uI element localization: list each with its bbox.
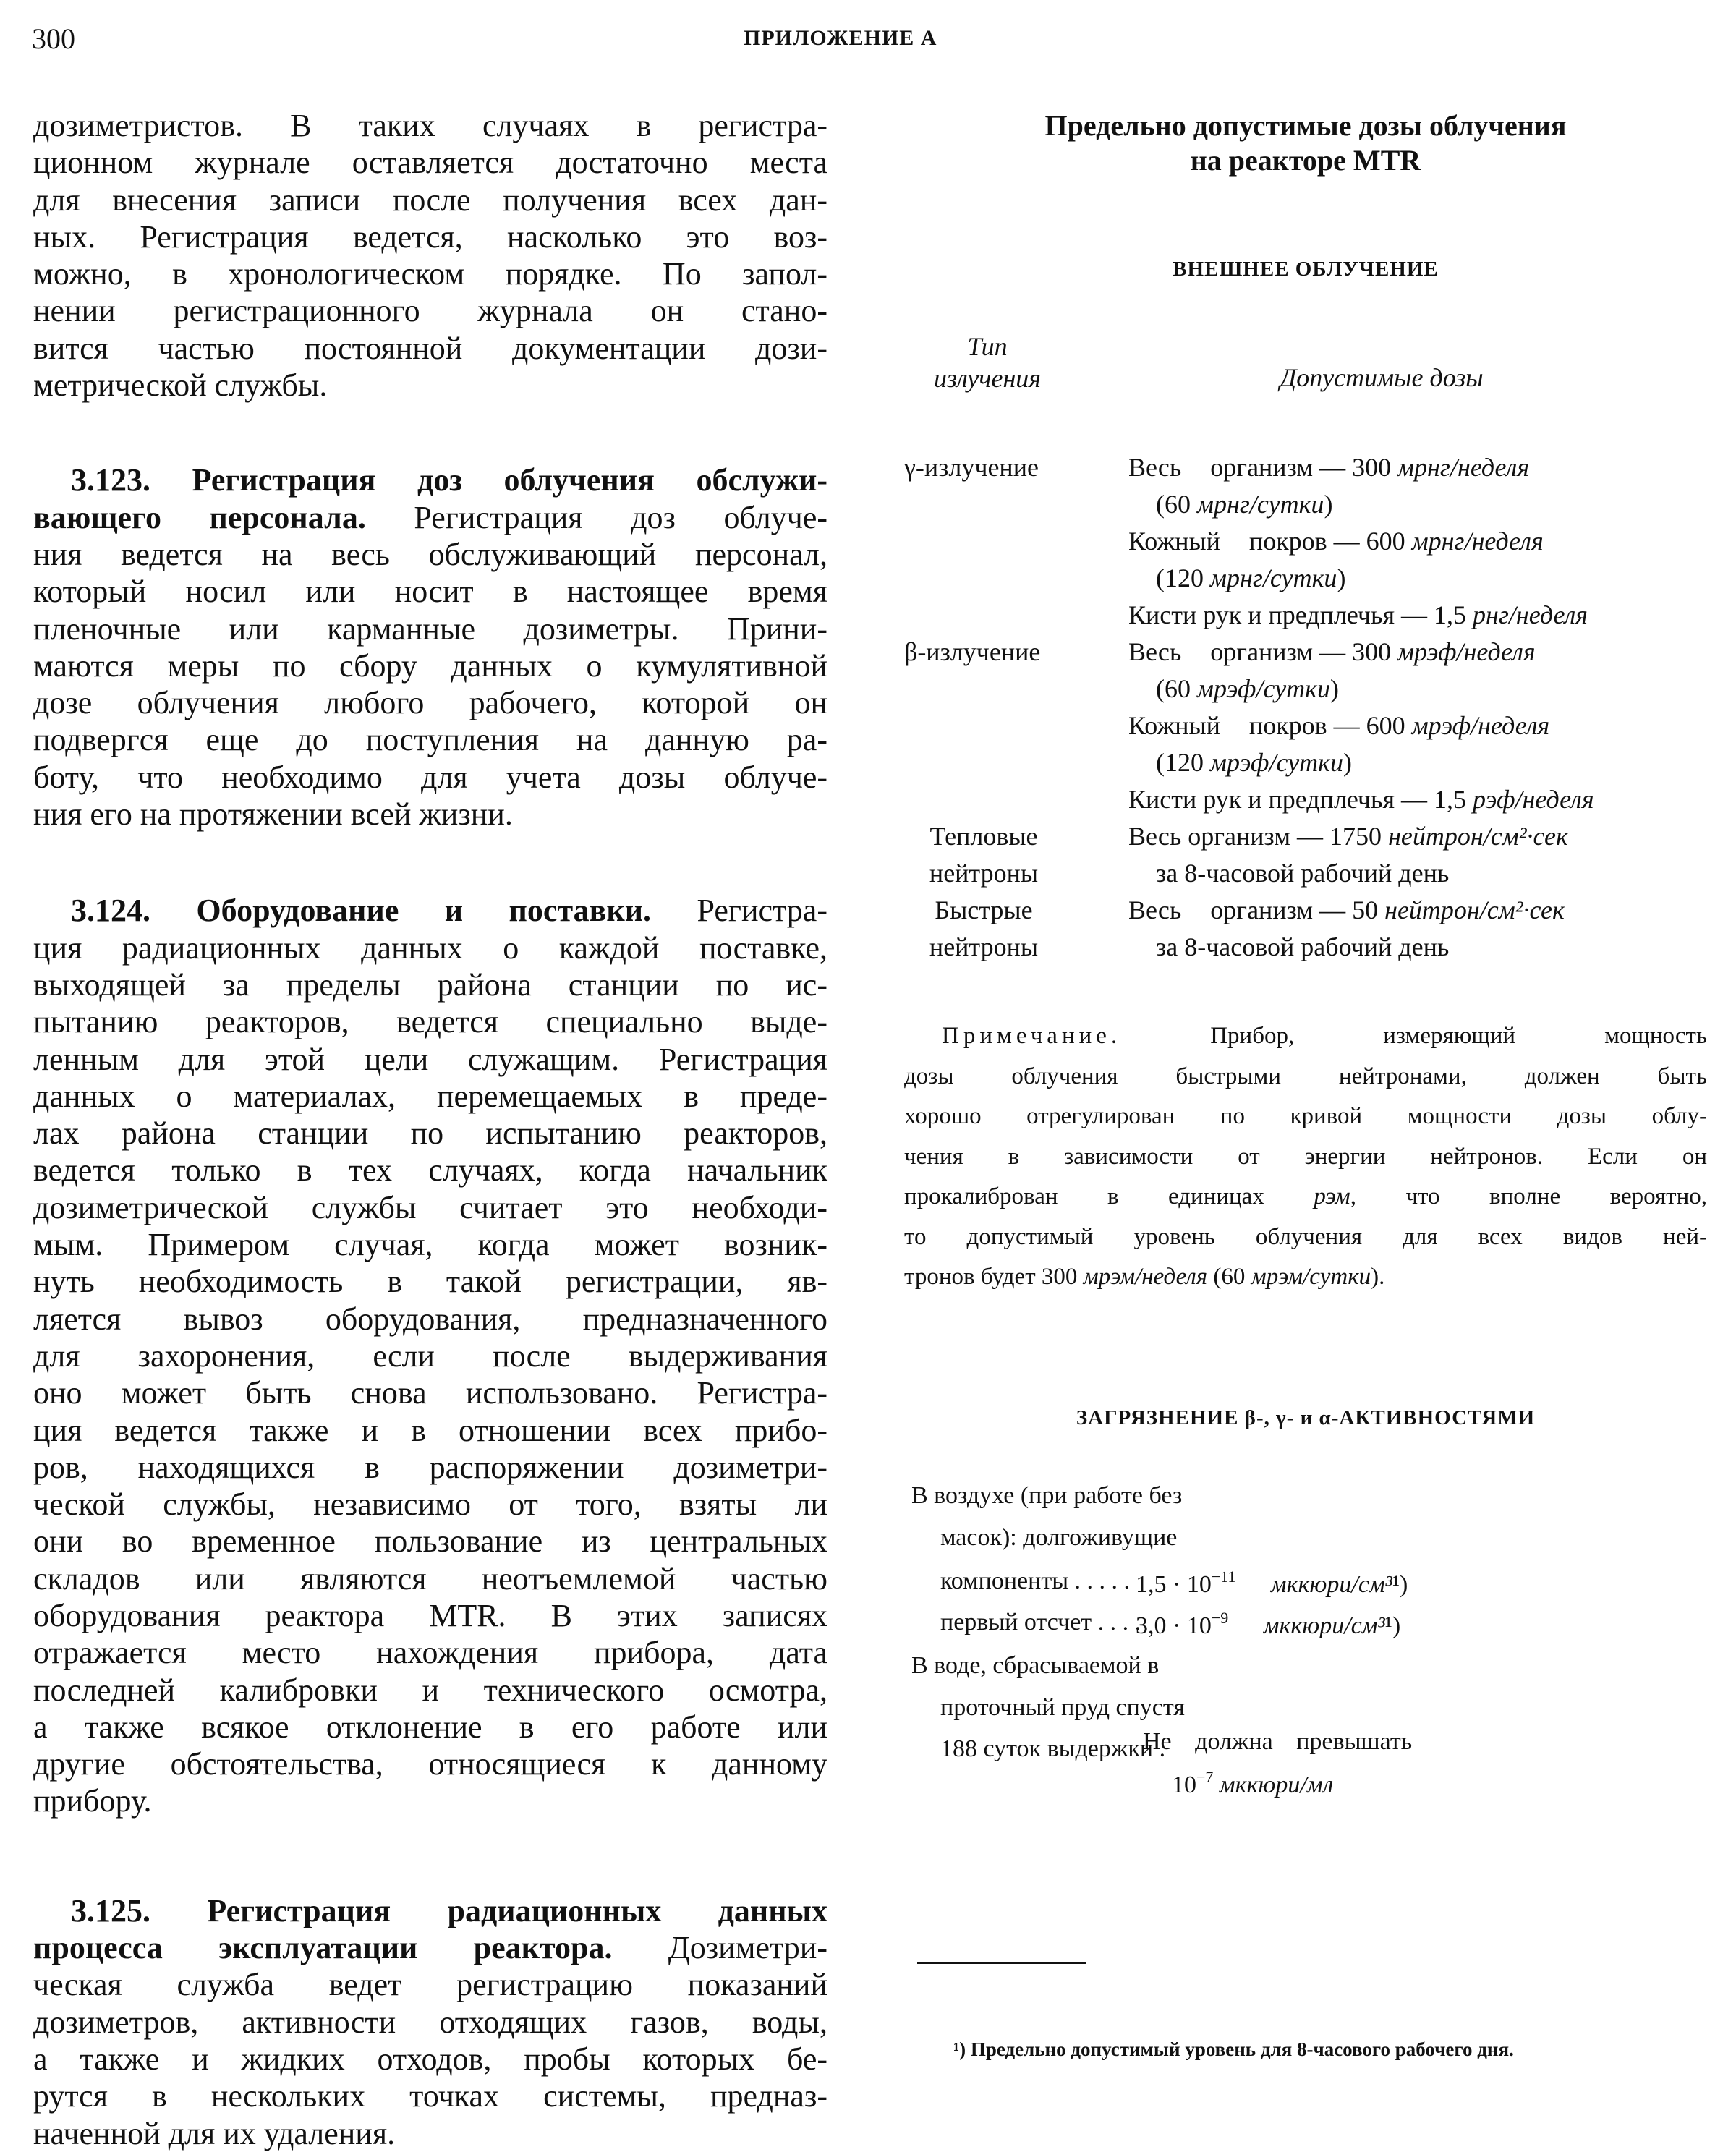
text-line: дозиметристов. В таких случаях в регистра- (33, 108, 827, 143)
text-line: другие обстоятельства, относящиеся к данному (33, 1746, 827, 1782)
text-line: они во временное пользование из центральных (33, 1523, 827, 1560)
text-line: мым. Примером случая, когда может возник- (33, 1227, 827, 1263)
running-head: ПРИЛОЖЕНИЕ А (744, 26, 937, 50)
text-line: ционном журнале оставляется достаточно места (33, 145, 827, 181)
text-line: дозе облучения любого рабочего, которой он (33, 685, 827, 721)
paragraph-continuation (33, 107, 827, 404)
contamination-table (904, 1481, 1707, 1798)
air-row-first-count-value: $3,0 \cdot 10^{-9}$ мккюри/см³¹) (1136, 1608, 1401, 1639)
text-line: боту, что необходимо для учета дозы облуче- (33, 759, 827, 795)
text-line: дозиметрической службы считает это необходи- (33, 1189, 827, 1225)
air-row-first-count-label: первый отсчет . . . . (940, 1608, 1141, 1636)
table-title (904, 109, 1707, 178)
text-line: ленным для этой цели служащим. Регистрация (33, 1041, 827, 1077)
radiation-type: β-излучение (904, 637, 1041, 666)
section-3-125 (33, 1892, 827, 2152)
radiation-type: Быстрые нейтроны (929, 896, 1039, 961)
text-line: выходящей за пределы района станции по ис- (33, 966, 827, 1003)
text-line: лах района станции по испытанию реакторов, (33, 1115, 827, 1152)
air-label-cont: масок): долгоживущие (940, 1523, 1178, 1551)
text-line: оно может быть снова использовано. Регистра- (33, 1375, 827, 1411)
title-line: Предельно допустимые дозы облучения (1044, 109, 1567, 142)
water-value-cont: $10^{-7}$ мккюри/мл (1172, 1767, 1334, 1798)
note (904, 1016, 1707, 1298)
text-line: нении регистрационного журнала он стано- (33, 293, 827, 329)
air-label: В воздухе (при работе без (911, 1481, 1183, 1509)
dose-limit: Кисти рук и предплечья — 1,5 рэф/неделя (1128, 785, 1594, 814)
text-line: ческой службы, независимо от того, взяты ли (33, 1487, 827, 1523)
note-line: чения в зависимости от энергии нейтронов. Если он (904, 1143, 1707, 1170)
note-line: прокалиброван в единицах рэм, что вполне вероятно, (904, 1183, 1707, 1209)
text-line: ция радиационных данных о каждой поставке, (33, 930, 827, 966)
footnote-divider (917, 1962, 1086, 1964)
note-line: Примечание. Прибор, измеряющий мощность (942, 1023, 1707, 1049)
text-line: ров, находящихся в распоряжении дозиметри- (33, 1449, 827, 1485)
water-label-cont: 188 суток выдержки . (940, 1735, 1166, 1762)
dose-limit: Весь организм — 50 нейтрон/см²·сек (1128, 896, 1565, 924)
note-line: хорошо отрегулирован по кривой мощности дозы облу- (904, 1103, 1707, 1129)
text-line: рутся в нескольких точках системы, предназ- (33, 2078, 827, 2114)
text-line: последней калибровки и технического осмотра, (33, 1672, 827, 1708)
dose-limit-daily: (60 мрнг/сутки) (1156, 490, 1333, 519)
text-line: наченной для их удаления. (33, 2115, 396, 2151)
text-line: складов или являются неотъемлемой частью (33, 1560, 827, 1596)
text-line: дозиметров, активности отходящих газов, воды, (33, 2004, 827, 2040)
text-line: ляется вывоз оборудования, предназначенного (33, 1301, 827, 1337)
right-column (904, 109, 1707, 1798)
text-line: оборудования реактора MTR. В этих записях (33, 1597, 827, 1633)
dose-row (904, 818, 1707, 892)
note-line: тронов будет 300 мрэм/неделя (60 мрэм/сутки). (904, 1264, 1385, 1290)
air-row-longlived-label: компоненты . . . . . (940, 1567, 1131, 1594)
dose-limit-daily: (120 мрэф/сутки) (1156, 748, 1353, 777)
dose-limit: Кисти рук и предплечья — 1,5 рнг/неделя (1128, 600, 1588, 629)
note-line: дозы облучения быстрыми нейтронами, должен быть (904, 1063, 1707, 1089)
water-value: Не должна превышать (1143, 1727, 1413, 1755)
radiation-type: Тепловые нейтроны (929, 822, 1039, 888)
text-line: пытанию реакторов, ведется специально выде- (33, 1004, 827, 1040)
radiation-type: γ-излучение (904, 453, 1039, 482)
text-line: который носил или носит в настоящее время (33, 574, 827, 610)
text-line: пленочные или карманные дозиметры. Прини- (33, 611, 827, 647)
text-line: ния его на протяжении всей жизни. (33, 796, 513, 833)
dose-limit-daily: (120 мрнг/сутки) (1156, 563, 1346, 592)
text-line: ция ведется также и в отношении всех прибо- (33, 1412, 827, 1448)
water-label-cont: проточный пруд спустя (940, 1693, 1185, 1721)
contamination-heading: ЗАГРЯЗНЕНИЕ β-, γ- и α-АКТИВНОСТЯМИ (1076, 1405, 1536, 1429)
section-heading-cont: вающего персонала. Регистрация доз облуче- (33, 499, 827, 535)
text-line: а также всякое отклонение в его работе или (33, 1709, 827, 1745)
text-line: ния ведется на весь обслуживающий персонал, (33, 536, 827, 572)
section-3-123 (33, 462, 827, 833)
air-row-longlived-value: $1,5 \cdot 10^{-11}$ мккюри/см³¹) (1136, 1567, 1408, 1598)
text-line: данных о материалах, перемещаемых в преде- (33, 1078, 827, 1114)
dose-row (904, 634, 1707, 818)
text-line: для захоронения, если после выдерживания (33, 1337, 827, 1374)
text-line: вится частью постоянной документации дози- (33, 330, 827, 366)
text-line: можно, в хронологическом порядке. По запол- (33, 256, 827, 292)
external-exposure-heading: ВНЕШНЕЕ ОБЛУЧЕНИЕ (1173, 258, 1439, 281)
section-heading: 3.124. Оборудование и поставки. Регистра- (71, 893, 827, 929)
dose-row (904, 449, 1707, 634)
text-line: ных. Регистрация ведется, насколько это воз- (33, 218, 827, 255)
column-header-type: Тип излучения (933, 332, 1042, 393)
page-number: 300 (32, 22, 75, 55)
text-line: подвергся еще до поступления на данную ра- (33, 722, 827, 758)
water-label: В воде, сбрасываемой в (911, 1651, 1160, 1679)
text-line: метрической службы. (33, 367, 328, 404)
section-heading: 3.125. Регистрация радиационных данных (71, 1892, 827, 1928)
left-column (33, 107, 827, 2152)
text-line: прибору. (33, 1783, 152, 1819)
dose-limit: Весь организм — 300 мрнг/неделя (1128, 453, 1530, 482)
footnote: ¹) Предельно допустимый уровень для 8-часового рабочего дня. (953, 2038, 1514, 2060)
text-line: отражается место нахождения прибора, дата (33, 1635, 827, 1671)
dose-limit: Кожный покров — 600 мрэф/неделя (1128, 711, 1550, 740)
title-line: на реакторе MTR (1190, 144, 1421, 177)
dose-limit: Кожный покров — 600 мрнг/неделя (1128, 527, 1544, 556)
section-heading: 3.123. Регистрация доз облучения обслужи- (71, 462, 827, 498)
section-heading-cont: процесса эксплуатации реактора. Дозиметри- (33, 1930, 827, 1966)
text-line: ческая служба ведет регистрацию показаний (33, 1967, 827, 2003)
text-line: а также и жидких отходов, пробы которых бе- (33, 2041, 827, 2077)
section-3-124 (33, 892, 827, 1819)
column-header-doses: Допустимые дозы (1280, 363, 1484, 392)
dose-table-header (904, 331, 1707, 417)
text-line: для внесения записи после получения всех дан- (33, 182, 827, 218)
dose-limit-period: за 8-часовой рабочий день (1156, 932, 1450, 961)
text-line: маются меры по сбору данных о кумулятивной (33, 647, 827, 684)
dose-table (904, 449, 1707, 966)
dose-limit: Весь организм — 1750 нейтрон/см²·сек (1128, 822, 1568, 851)
note-line: то допустимый уровень облучения для всех видов ней- (904, 1223, 1707, 1250)
dose-limit-daily: (60 мрэф/сутки) (1156, 674, 1340, 703)
text-line: нуть необходимость в такой регистрации, яв- (33, 1264, 827, 1300)
dose-limit: Весь организм — 300 мрэф/неделя (1128, 637, 1536, 666)
dose-row (904, 892, 1707, 966)
dose-limit-period: за 8-часовой рабочий день (1156, 859, 1450, 888)
text-line: ведется только в тех случаях, когда начальник (33, 1152, 827, 1188)
